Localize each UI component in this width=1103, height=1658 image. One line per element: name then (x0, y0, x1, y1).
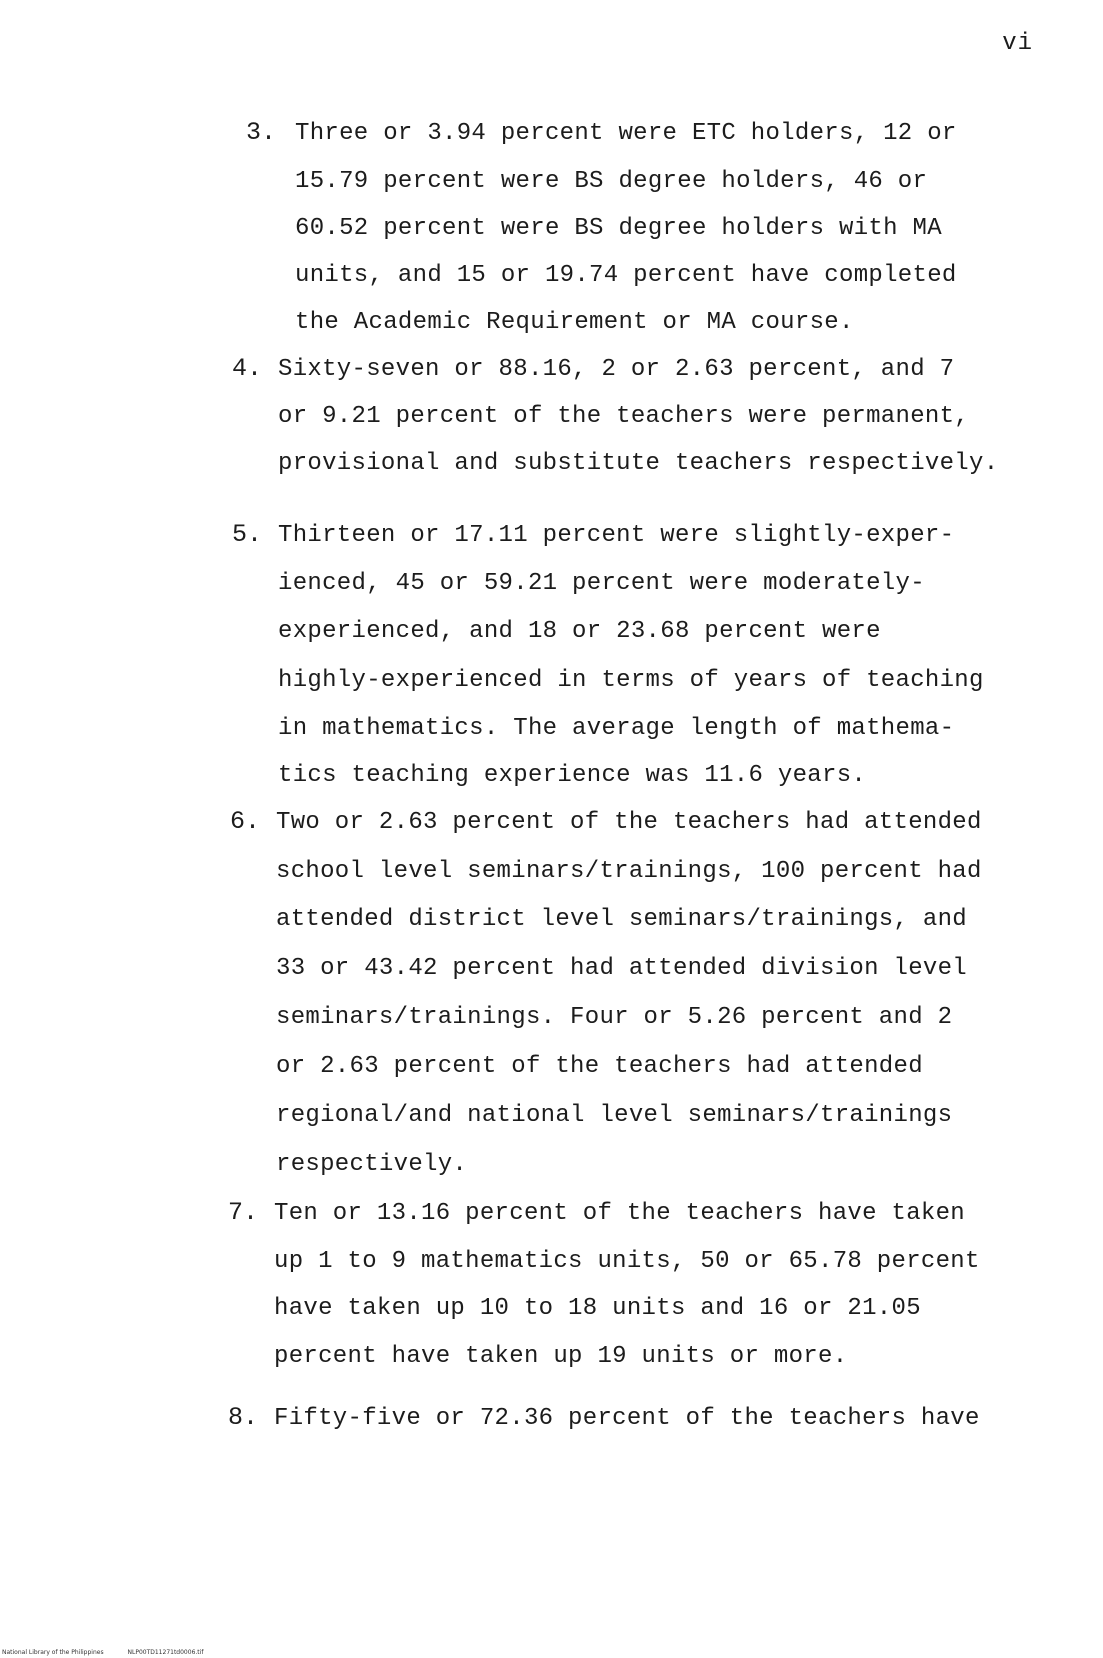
item-text-line: have taken up 10 to 18 units and 16 or 21.05 (274, 1295, 921, 1322)
item-text-line: highly-experienced in terms of years of teaching (278, 667, 984, 694)
item-text-line: Ten or 13.16 percent of the teachers have taken (274, 1200, 966, 1227)
item-text-line: respectively. (276, 1151, 468, 1178)
item-text-line: school level seminars/trainings, 100 percent had (276, 858, 982, 885)
item-number: 7. (228, 1198, 259, 1227)
item-text-line: seminars/trainings. Four or 5.26 percent and 2 (276, 1004, 953, 1031)
page-number: vi (1002, 30, 1033, 57)
item-number: 5. (232, 520, 263, 549)
item-text-line: in mathematics. The average length of mathema- (278, 715, 955, 742)
item-text-line: units, and 15 or 19.74 percent have completed (295, 262, 957, 289)
item-text-line: provisional and substitute teachers respectively. (278, 450, 999, 477)
item-text-line: the Academic Requirement or MA course. (295, 309, 854, 336)
item-number: 3. (246, 118, 277, 147)
item-text-line: regional/and national level seminars/trainings (276, 1102, 953, 1129)
item-text-line: Fifty-five or 72.36 percent of the teachers have (274, 1405, 980, 1432)
item-text-line: ienced, 45 or 59.21 percent were moderately- (278, 570, 925, 597)
item-text-line: Three or 3.94 percent were ETC holders, 12 or (295, 120, 957, 147)
item-text-line: experienced, and 18 or 23.68 percent were (278, 618, 881, 645)
item-text-line: attended district level seminars/trainings, and (276, 906, 968, 933)
item-number: 4. (232, 354, 263, 383)
item-text-line: or 9.21 percent of the teachers were permanent, (278, 403, 970, 430)
item-text-line: 60.52 percent were BS degree holders with MA (295, 215, 942, 242)
footer-file-id: NLP00TD11271td0006.tif (127, 1649, 204, 1656)
item-text-line: 33 or 43.42 percent had attended division level (276, 955, 968, 982)
item-text-line: tics teaching experience was 11.6 years. (278, 762, 867, 789)
item-text-line: percent have taken up 19 units or more. (274, 1343, 848, 1370)
item-text-line: Sixty-seven or 88.16, 2 or 2.63 percent, and 7 (278, 356, 955, 383)
item-number: 6. (230, 807, 261, 836)
item-text-line: Two or 2.63 percent of the teachers had attended (276, 809, 982, 836)
footer-library: National Library of the Philippines (2, 1649, 104, 1656)
item-text-line: 15.79 percent were BS degree holders, 46 or (295, 168, 928, 195)
item-text-line: or 2.63 percent of the teachers had attended (276, 1053, 923, 1080)
item-text-line: Thirteen or 17.11 percent were slightly-exper- (278, 522, 955, 549)
scan-footer (2, 1649, 225, 1656)
item-number: 8. (228, 1403, 259, 1432)
item-text-line: up 1 to 9 mathematics units, 50 or 65.78 percent (274, 1248, 980, 1275)
